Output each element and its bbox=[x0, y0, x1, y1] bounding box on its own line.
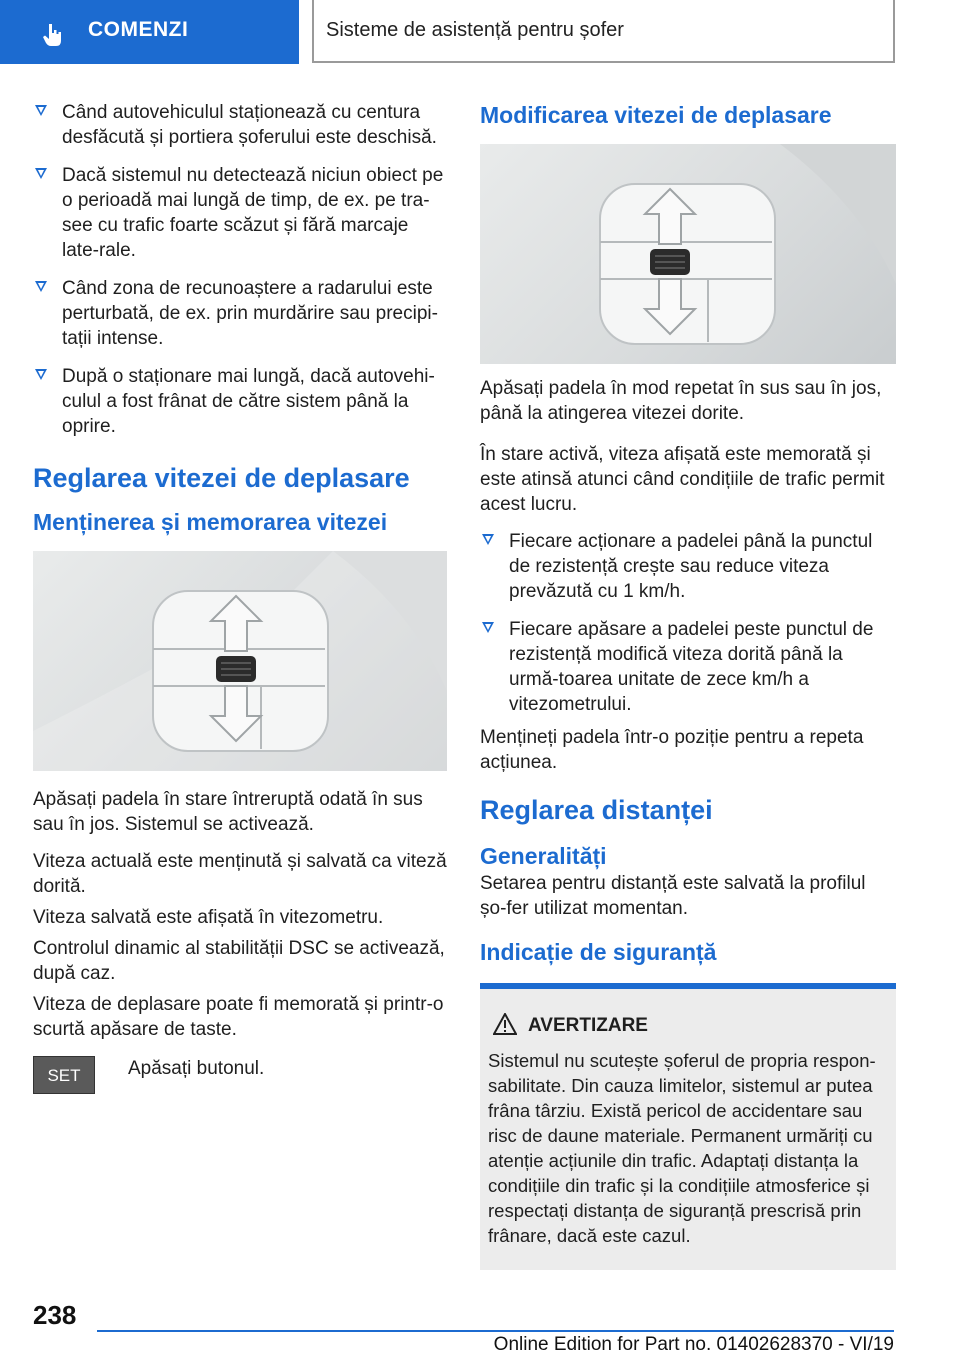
chapter-header bbox=[312, 0, 895, 63]
list-item: Când autovehiculul staționează cu centura desfăcută și portiera șoferului este deschisă. bbox=[33, 100, 447, 150]
steering-wheel-paddle-photo bbox=[480, 144, 896, 364]
paragraph: Viteza actuală este menținută și salvată ca viteză dorită. bbox=[33, 851, 447, 897]
edition-info: Online Edition for Part no. 01402628370 - VI/19 bbox=[493, 1334, 894, 1355]
paragraph: Viteza salvată este afișată în vitezometru. bbox=[33, 907, 384, 928]
list-item: Fiecare acționare a padelei până la punctul de rezistență crește sau reduce viteza prevăzută cu 1 km/h. bbox=[480, 529, 896, 604]
section-label: COMENZI bbox=[88, 18, 189, 41]
hand-pointer-icon bbox=[40, 22, 66, 48]
list-item: Fiecare apăsare a padelei peste punctul de rezistență modifică viteza dorită până la urmă-toarea unitate de zece km/h a vitezometrului. bbox=[480, 617, 896, 717]
page-number: 238 bbox=[33, 1300, 77, 1330]
list-item: Dacă sistemul nu detectează niciun obiect pe o perioadă mai lungă de timp, de ex. pe tra-see cu trafic foarte scăzut și fără marcaje late-rale. bbox=[33, 163, 447, 263]
paragraph: Apăsați padela în stare întreruptă odată în sus sau în jos. Sistemul se activează. bbox=[33, 789, 423, 835]
list-item: După o staționare mai lungă, dacă autovehi-culul a fost frânat de către sistem până la oprire. bbox=[33, 364, 447, 439]
heading-distance: Reglarea distanței bbox=[480, 795, 713, 825]
left-column bbox=[33, 100, 447, 1102]
footer-divider bbox=[97, 1330, 894, 1332]
steering-wheel-paddle-photo bbox=[33, 551, 447, 771]
set-button-icon: SET bbox=[33, 1056, 95, 1094]
set-instruction: Apăsați butonul. bbox=[128, 1058, 265, 1079]
heading-speed-change: Modificarea vitezei de deplasare bbox=[480, 102, 832, 128]
paddle-illustration bbox=[33, 551, 447, 771]
paragraph: Setarea pentru distanță este salvată la profilul șo-fer utilizat momentan. bbox=[480, 873, 866, 919]
warning-title: AVERTIZARE bbox=[488, 1013, 888, 1038]
warning-triangle-icon bbox=[493, 1013, 517, 1035]
bullet-triangle-icon bbox=[35, 168, 47, 179]
bullet-triangle-icon bbox=[35, 281, 47, 292]
bullet-triangle-icon bbox=[482, 534, 494, 545]
warning-box bbox=[480, 983, 896, 1270]
list-item: Când zona de recunoaștere a radarului este perturbată, de ex. prin murdărire sau precipi-tații intense. bbox=[33, 276, 447, 351]
chapter-title: Sisteme de asistență pentru șofer bbox=[326, 19, 624, 41]
bullet-triangle-icon bbox=[35, 369, 47, 380]
heading-safety: Indicație de siguranță bbox=[480, 939, 717, 965]
paragraph: Controlul dinamic al stabilității DSC se activează, după caz. bbox=[33, 938, 445, 984]
paragraph: Apăsați padela în mod repetat în sus sau în jos, până la atingerea vitezei dorite. bbox=[480, 378, 882, 424]
set-instruction-row bbox=[33, 1056, 447, 1102]
paddle-illustration bbox=[480, 144, 896, 364]
right-column bbox=[480, 100, 896, 1270]
paragraph: Mențineți padela într-o poziție pentru a repeta acțiunea. bbox=[480, 727, 864, 773]
paragraph: În stare activă, viteza afișată este memorată și este atinsă atunci când condițiile de trafic permit acest lucru. bbox=[480, 444, 885, 515]
bullet-triangle-icon bbox=[35, 105, 47, 116]
warning-text: Sistemul nu scutește șoferul de propria respon-sabilitate. Din cauza limitelor, sistemul ar putea frâna târziu. Există pericol de accidentare sau risc de daune materiale. Permanent urmăriți cu atenție acțiunile din trafic. Adaptați distanța la condițiile din trafic și la condițiile atmosferice și respectați distanța de siguranță prescrisă prin frânare, dacă este cazul. bbox=[488, 1050, 876, 1246]
heading-general: Generalități bbox=[480, 843, 607, 869]
section-tab[interactable] bbox=[0, 0, 299, 64]
bullet-triangle-icon bbox=[482, 622, 494, 633]
paragraph: Viteza de deplasare poate fi memorată și printr-o scurtă apăsare de taste. bbox=[33, 994, 444, 1040]
heading-speed-adjust: Reglarea vitezei de deplasare bbox=[33, 463, 410, 493]
heading-hold-speed: Menținerea și memorarea vitezei bbox=[33, 509, 388, 535]
